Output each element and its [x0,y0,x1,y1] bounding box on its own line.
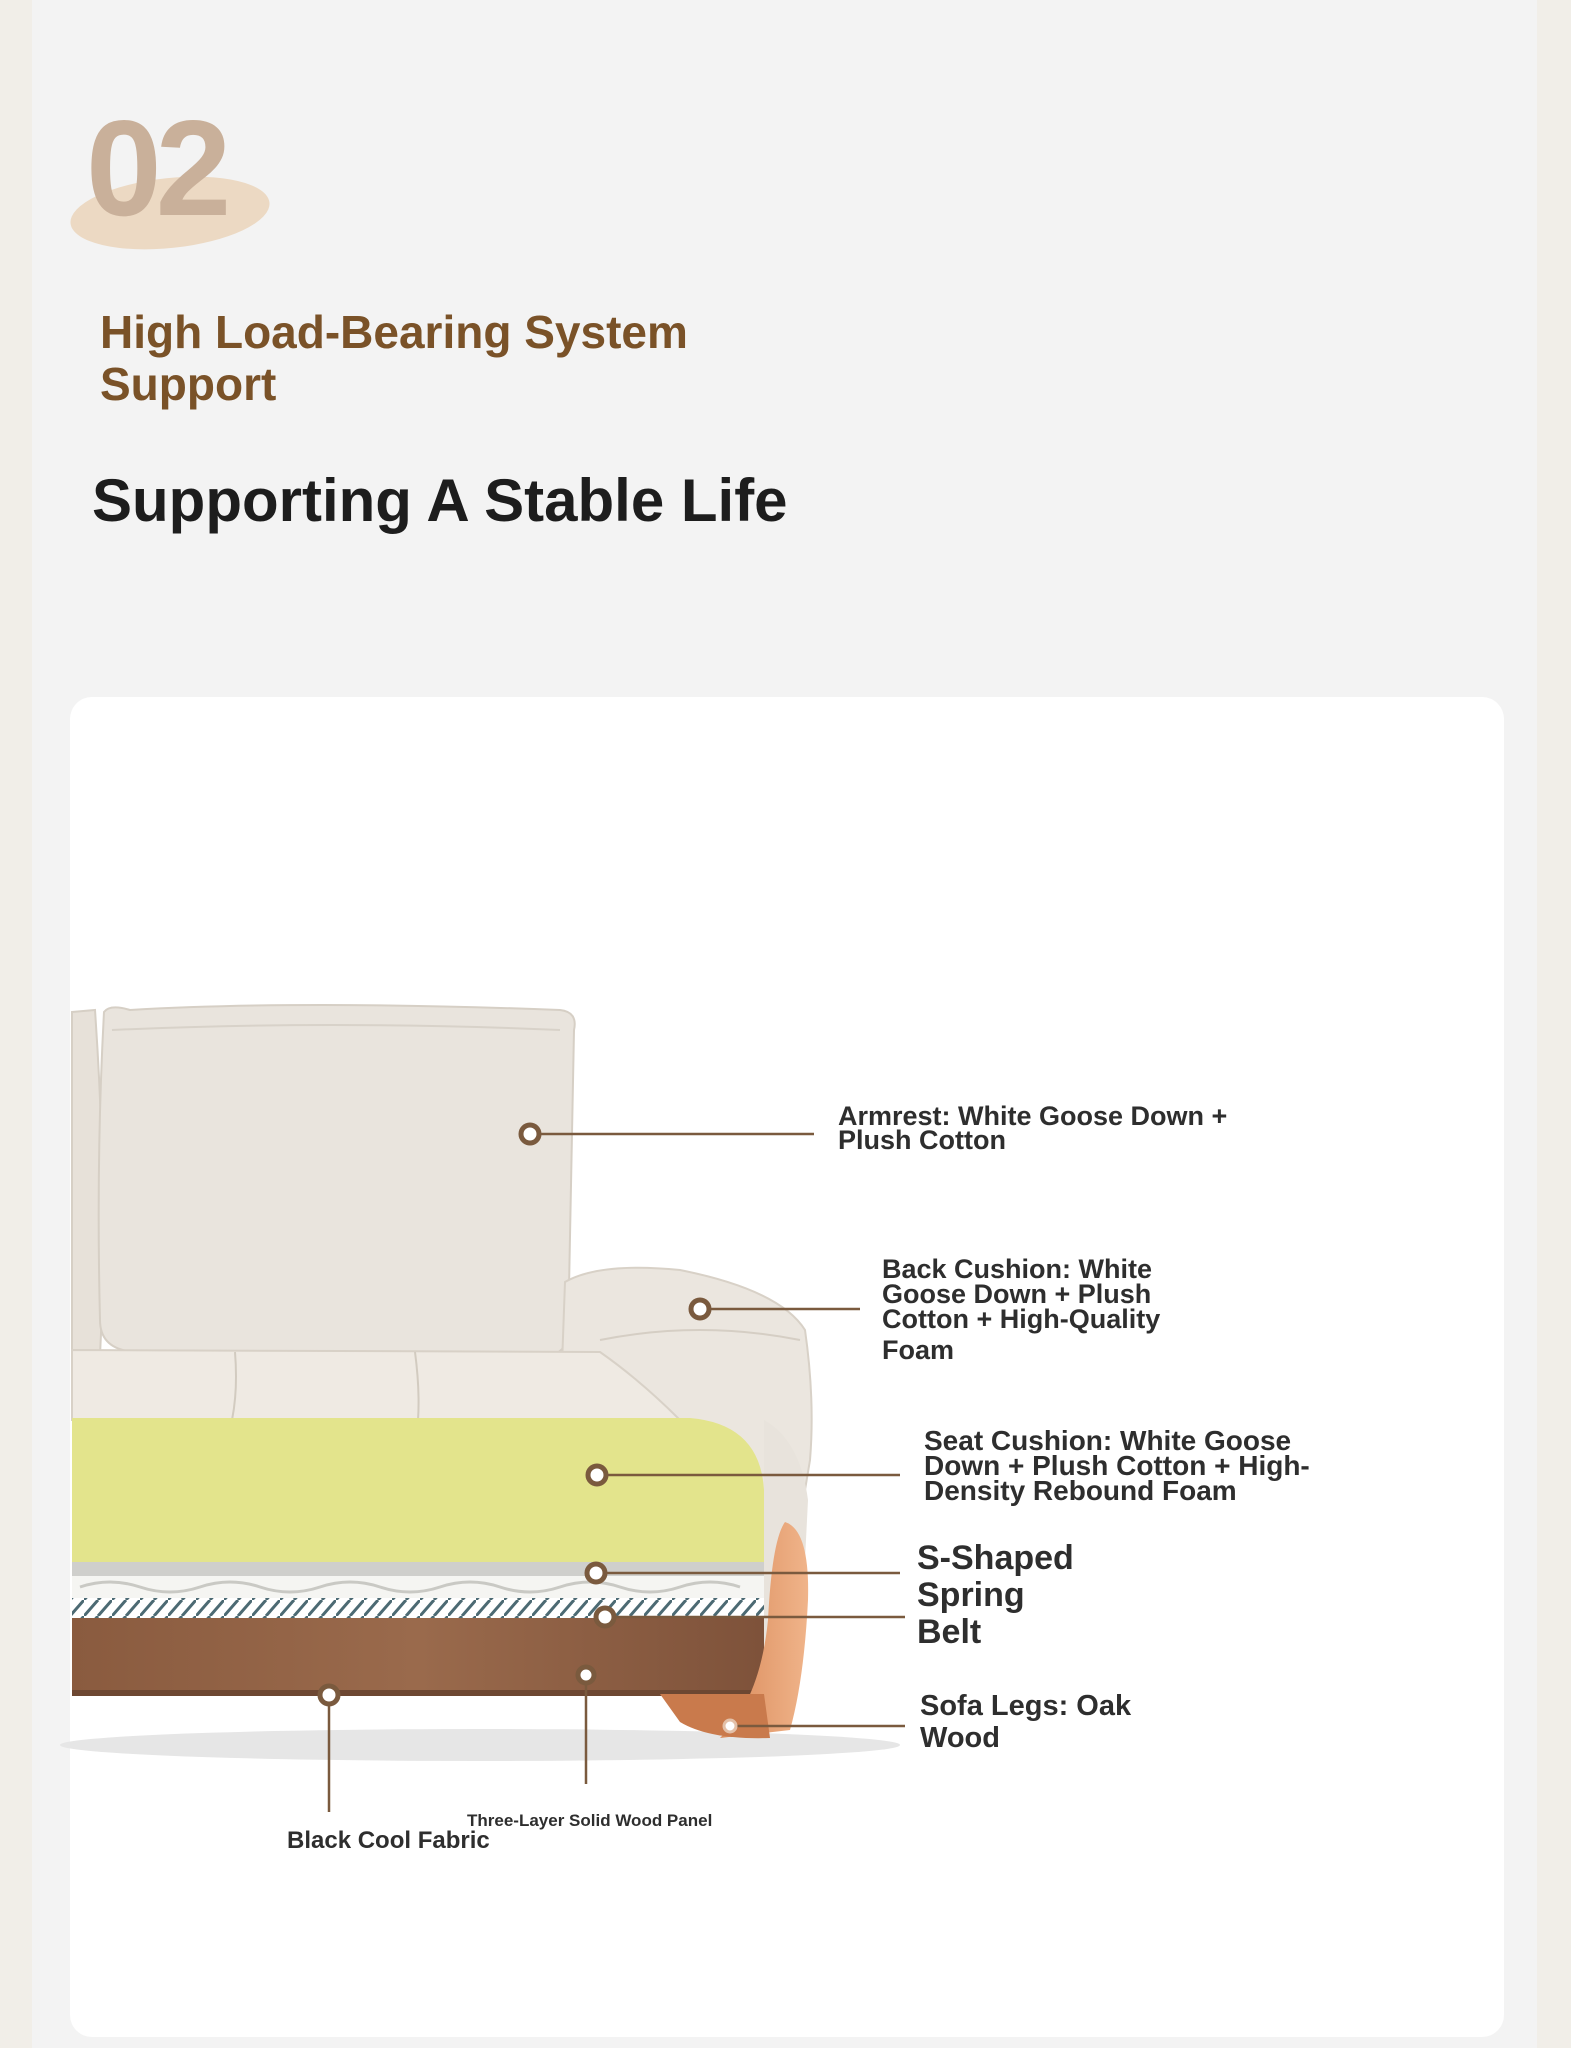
seat-marker [588,1466,606,1484]
back-cushion [99,1005,575,1356]
wood-panel-label: Three-Layer Solid Wood Panel [467,1811,713,1830]
wood-base-bottom [72,1690,764,1696]
back-cushion-label: Back Cushion: White Goose Down + Plush Cotton + High-Quality [882,1254,1161,1334]
section-number-text: 02 [86,92,226,244]
spring-mesh [72,1598,764,1618]
back-cushion-marker [691,1300,709,1318]
foam-layer [72,1418,764,1562]
fabric-marker [320,1686,338,1704]
seat-cushion-label: Seat Cushion: White Goose Down + Plush Cotton + High-Density Rebound Foam [924,1425,1310,1506]
section-subtitle: Supporting A Stable Life [92,467,788,534]
spring-marker-2 [596,1608,614,1626]
armrest-label: Armrest: White Goose Down + Plush Cotton [838,1101,1228,1155]
spring-label: S-Shaped Spring Belt [917,1539,1074,1651]
floor-shadow [60,1729,900,1761]
spring-marker-1 [587,1564,605,1582]
section-title: High Load-Bearing System Support [100,306,688,410]
legs-marker [724,1720,736,1732]
fabric-label: Black Cool Fabric [287,1827,490,1854]
armrest-marker [521,1125,539,1143]
s-spring-layer [72,1576,764,1598]
seat-cushions [72,1350,680,1420]
wood-base [72,1618,764,1694]
panel-marker [578,1667,594,1683]
back-cushion-label-end: Foam [882,1335,955,1365]
sofa-legs-label: Sofa Legs: Oak Wood [920,1690,1132,1754]
